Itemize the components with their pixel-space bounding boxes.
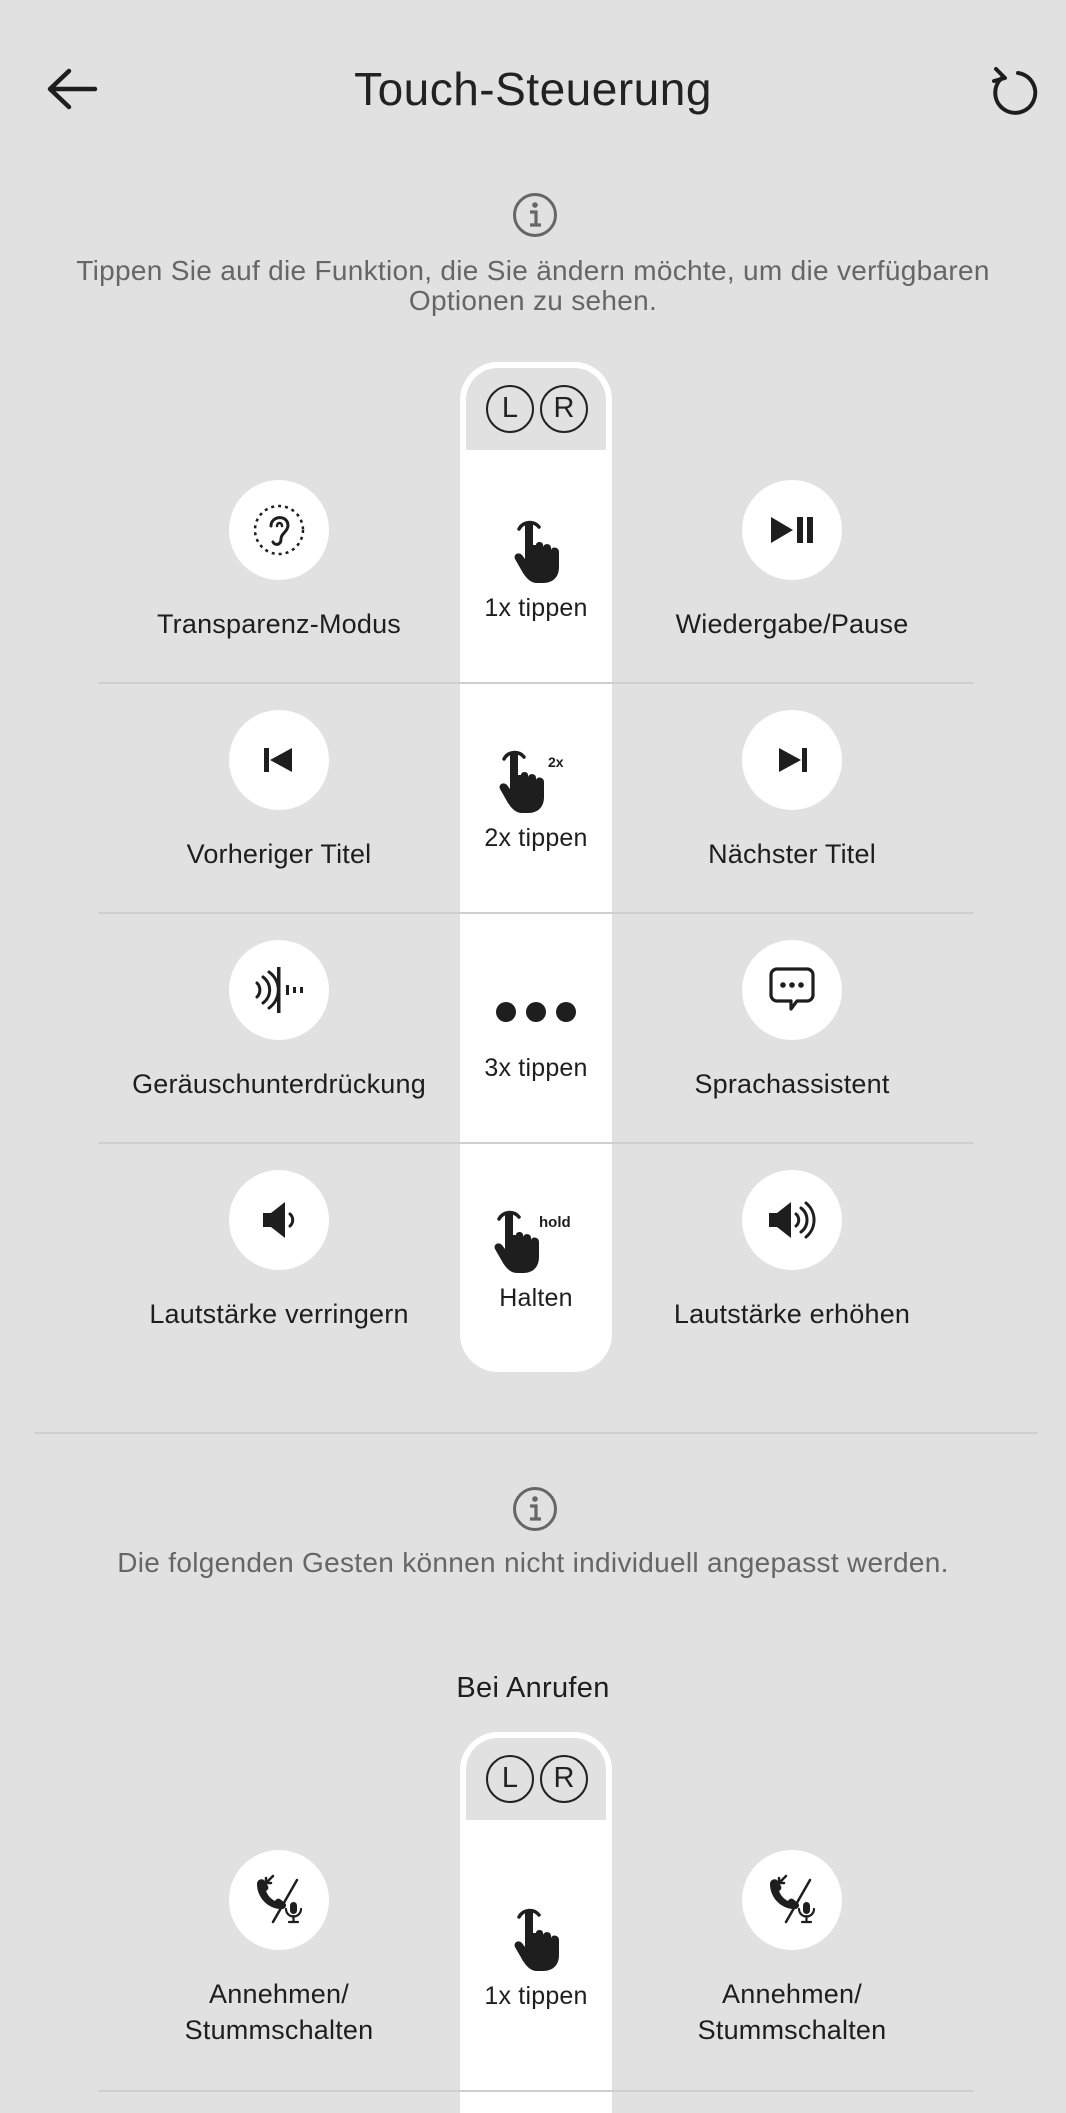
reset-button[interactable] [978, 56, 1048, 126]
action-label: Lautstärke erhöhen [673, 1299, 911, 1329]
row-divider [98, 912, 974, 914]
noise-cancelling-icon [251, 965, 307, 1015]
info-text: Tippen Sie auf die Funktion, die Sie ändern möchte, um die verfügbaren Optionen zu sehen. [76, 255, 990, 316]
noise-cancelling-button[interactable] [229, 940, 329, 1040]
tap-hand-icon [486, 512, 586, 592]
action-label-line2: Stummschalten [697, 2015, 887, 2045]
transparency-mode-button[interactable] [229, 480, 329, 580]
tap-hand-icon [486, 1900, 586, 1980]
double-tap-hand-icon [486, 742, 586, 822]
earbud-header [466, 1738, 606, 1820]
section-divider [34, 1432, 1038, 1434]
action-label [99, 1976, 459, 2048]
previous-track-button[interactable] [229, 710, 329, 810]
action-label: Geräuschunterdrückung [132, 1069, 426, 1099]
gesture-label: 2x tippen [484, 824, 588, 852]
left-earbud-badge: L [486, 385, 534, 433]
call-answer-mute-right [742, 1850, 842, 1950]
volume-up-icon [767, 1200, 817, 1240]
action-label: Lautstärke verringern [149, 1299, 409, 1329]
volume-down-button[interactable] [229, 1170, 329, 1270]
volume-up-button[interactable] [742, 1170, 842, 1270]
info-text-fixed-gestures: Die folgenden Gesten können nicht individuell angepasst werden. [117, 1547, 949, 1578]
left-earbud-badge: L [486, 1755, 534, 1803]
next-track-icon [775, 746, 809, 774]
action-label-line1: Annehmen/ [209, 1979, 349, 2009]
gesture-label: 1x tippen [484, 1982, 588, 2010]
hold-hand-icon [486, 1202, 586, 1282]
call-answer-mute-left [229, 1850, 329, 1950]
action-label: Vorheriger Titel [186, 839, 372, 869]
gesture-label: Halten [499, 1284, 573, 1312]
voice-assistant-button[interactable] [742, 940, 842, 1040]
app-header [0, 0, 1066, 180]
play-pause-button[interactable] [742, 480, 842, 580]
svg-text:hold: hold [539, 1214, 571, 1231]
gesture-label: 3x tippen [484, 1054, 588, 1082]
info-icon [512, 1486, 558, 1532]
three-dots-icon [486, 972, 586, 1052]
reset-icon [988, 65, 1038, 117]
call-mute-icon [253, 1874, 305, 1926]
page-title: Touch-Steuerung [354, 63, 712, 115]
svg-text:2x: 2x [548, 754, 564, 770]
row-divider [98, 682, 974, 684]
next-track-button[interactable] [742, 710, 842, 810]
action-label: Nächster Titel [708, 839, 876, 869]
previous-track-icon [262, 746, 296, 774]
action-label-line1: Annehmen/ [722, 1979, 862, 2009]
voice-assistant-icon [767, 965, 817, 1015]
volume-down-icon [261, 1200, 297, 1240]
right-earbud-badge: R [540, 385, 588, 433]
action-label-line2: Stummschalten [184, 2015, 374, 2045]
info-icon [512, 192, 558, 238]
action-label [612, 1976, 972, 2048]
call-mute-icon [766, 1874, 818, 1926]
right-earbud-badge: R [540, 1755, 588, 1803]
play-pause-icon [769, 515, 815, 545]
action-label: Wiedergabe/Pause [675, 609, 909, 639]
action-label: Sprachassistent [694, 1069, 890, 1099]
row-divider [98, 1142, 974, 1144]
earbud-header [466, 368, 606, 450]
row-divider [98, 2090, 974, 2092]
gesture-label: 1x tippen [484, 594, 588, 622]
action-label: Transparenz-Modus [156, 609, 401, 639]
ear-icon [251, 502, 307, 558]
section-title-calls: Bei Anrufen [456, 1672, 610, 1704]
